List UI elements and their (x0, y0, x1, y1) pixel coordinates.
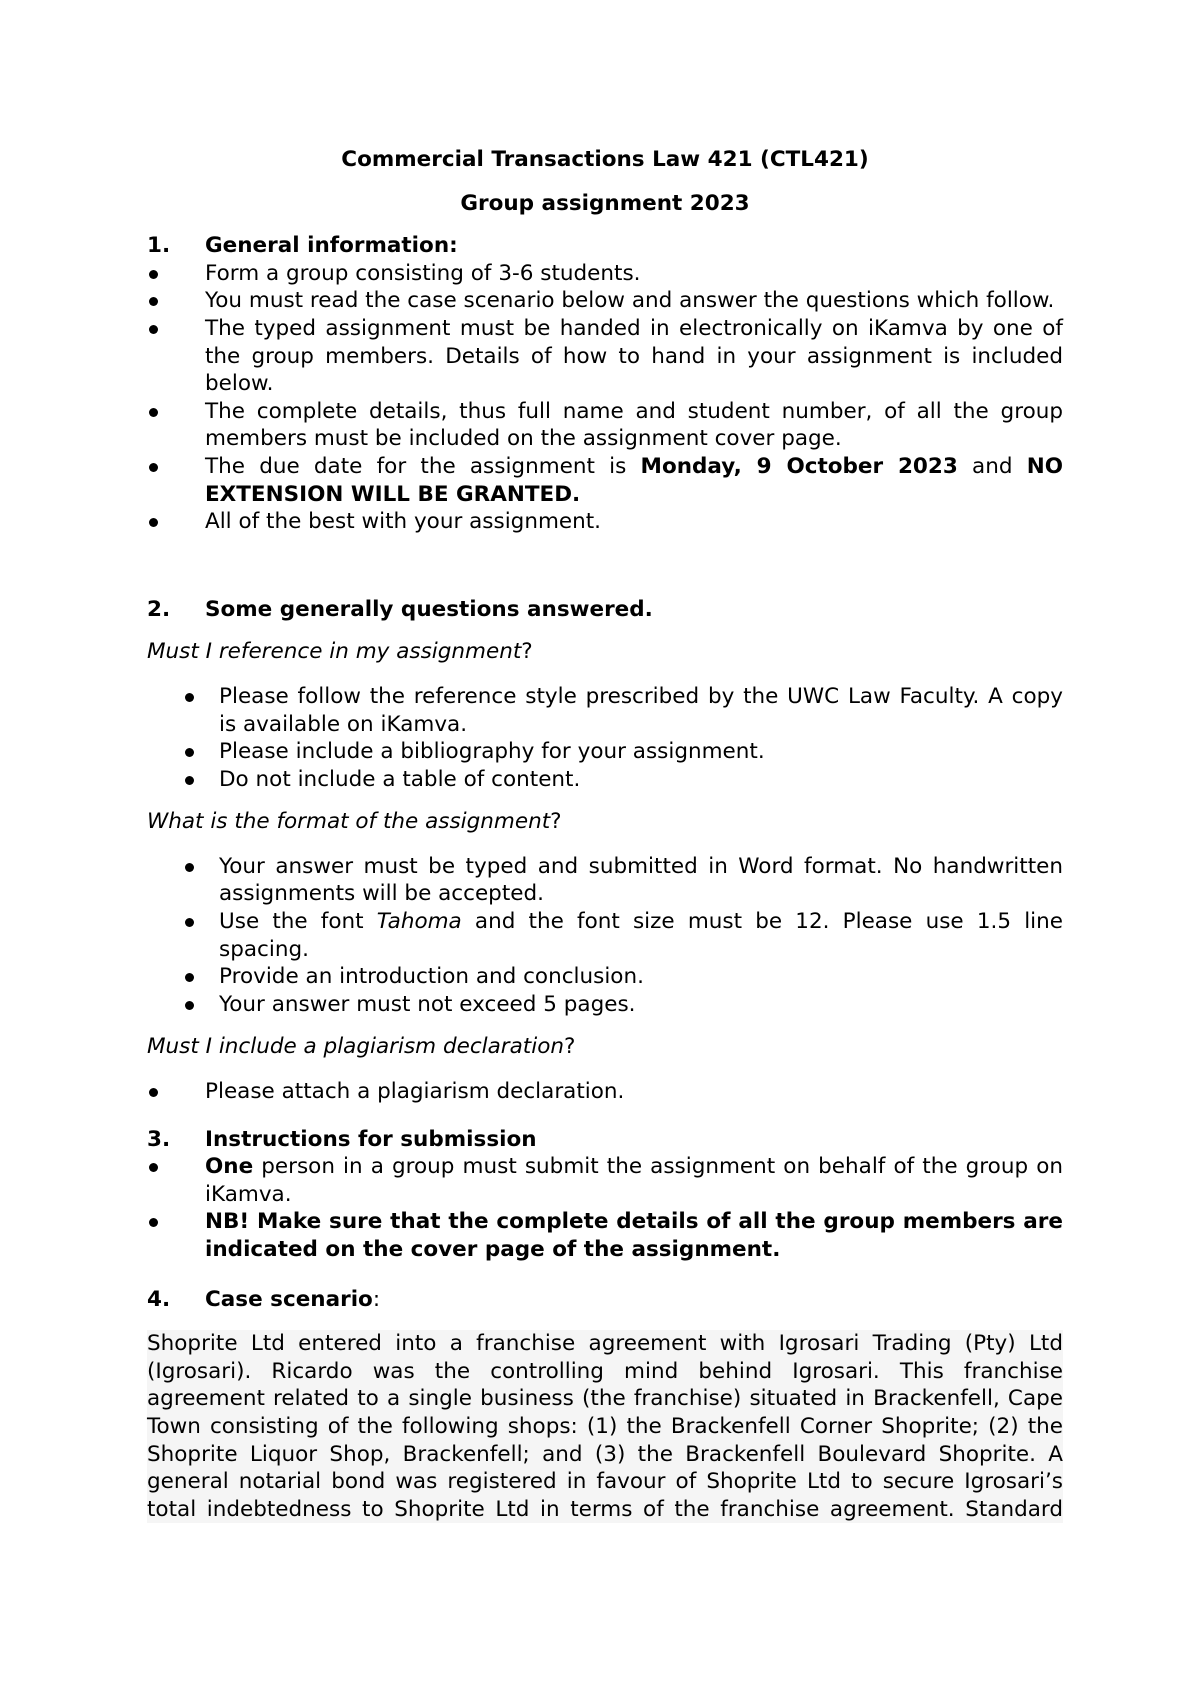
plagiarism-list (147, 1078, 1063, 1106)
section-3-title: Instructions for submission (205, 1126, 537, 1152)
list-item: Please include a bibliography for your assignment. (147, 738, 1063, 766)
question-reference: Must I reference in my assignment? (147, 639, 533, 665)
case-line: general notarial bond was registered in favour of Shoprite Ltd to secure Igrosari’s (147, 1469, 1063, 1495)
section-4-heading: 4. Case scenario: (147, 1286, 381, 1312)
bullet-icon (149, 1163, 158, 1172)
section-3-number: 3. (147, 1126, 171, 1152)
bullet-icon (149, 1218, 158, 1227)
bullet-icon (149, 297, 158, 306)
case-line: Shoprite Ltd entered into a franchise agreement with Igrosari Trading (Pty) Ltd (147, 1331, 1063, 1357)
bullet-icon (185, 748, 194, 757)
question-format: What is the format of the assignment? (147, 809, 562, 835)
list-item: The typed assignment must be handed in electronically on iKamva by one of the group members. Details of how to hand in your assignment is included below. (147, 315, 1063, 398)
due-date-prefix: The due date for the assignment is (205, 453, 627, 479)
document-subtitle: Group assignment 2023 (460, 190, 750, 216)
case-line: Town consisting of the following shops: (1) the Brackenfell Corner Shoprite; (2) the (147, 1413, 1063, 1439)
nb-notice: NB! Make sure that the complete details of all the group members are indicated on the cover page of the assignment. (147, 1208, 1063, 1263)
list-item: Please attach a plagiarism declaration. (147, 1078, 1063, 1106)
due-date-and: and (972, 453, 1013, 479)
list-item: Form a group consisting of 3-6 students. (147, 260, 1063, 288)
no-extension-notice: NO EXTENSION WILL BE GRANTED. (205, 453, 1063, 507)
section-3-heading (147, 1126, 1063, 1154)
section-2-title: Some generally questions answered. (205, 596, 653, 622)
document-content (147, 146, 1063, 1523)
format-list (147, 853, 1063, 1019)
list-item: The complete details, thus full name and student number, of all the group members must be included on the assignment cover page. (147, 398, 1063, 453)
section-4-number: 4. (147, 1286, 171, 1312)
section-4-title: Case scenario (205, 1286, 373, 1312)
one-person-emphasis: One (205, 1154, 254, 1180)
list-item: One person in a group must submit the assignment on behalf of the group on iKamva. (147, 1153, 1063, 1208)
bullet-icon (149, 518, 158, 527)
due-date: Monday, 9 October 2023 (640, 453, 958, 479)
list-item: Your answer must be typed and submitted in Word format. No handwritten assignments will be accepted. (147, 853, 1063, 908)
case-scenario-text (147, 1330, 1063, 1523)
bullet-icon (149, 325, 158, 334)
bullet-icon (185, 776, 194, 785)
bullet-icon (149, 408, 158, 417)
bullet-icon (185, 693, 194, 702)
case-line: Shoprite Liquor Shop, Brackenfell; and (3) the Brackenfell Boulevard Shoprite. A (147, 1441, 1063, 1467)
list-item: All of the best with your assignment. (147, 508, 1063, 536)
bullet-icon (185, 1001, 194, 1010)
document-title: Commercial Transactions Law 421 (CTL421) (341, 147, 869, 172)
question-plagiarism: Must I include a plagiarism declaration? (147, 1034, 576, 1060)
bullet-icon (185, 918, 194, 927)
bullet-icon (149, 1088, 158, 1097)
bullet-icon (149, 270, 158, 279)
bullet-icon (185, 973, 194, 982)
section-1-title: General information: (205, 233, 458, 259)
bullet-icon (149, 463, 158, 472)
case-line: total indebtedness to Shoprite Ltd in terms of the franchise agreement. Standard (147, 1496, 1063, 1522)
list-item: Please follow the reference style prescribed by the UWC Law Faculty. A copy is available on iKamva. (147, 683, 1063, 738)
font-item: Use the font Tahoma and the font size must be 12. Please use 1.5 line spacing. (147, 908, 1063, 963)
case-line: (Igrosari). Ricardo was the controlling mind behind Igrosari. This franchise (147, 1358, 1063, 1384)
reference-list (147, 683, 1063, 793)
bullet-icon (185, 863, 194, 872)
font-name: Tahoma (376, 909, 462, 935)
case-line: agreement related to a single business (the franchise) situated in Brackenfell, Cape (147, 1386, 1063, 1412)
list-item: Your answer must not exceed 5 pages. (147, 991, 1063, 1019)
list-item: Provide an introduction and conclusion. (147, 963, 1063, 991)
list-item: You must read the case scenario below and answer the questions which follow. (147, 287, 1063, 315)
section-2-heading (147, 596, 1063, 624)
section-1-heading (147, 232, 1063, 260)
general-info-list (147, 260, 1063, 536)
section-2-number: 2. (147, 596, 171, 622)
due-date-item (147, 453, 1063, 508)
submission-list (147, 1153, 1063, 1263)
section-1-number: 1. (147, 233, 171, 259)
list-item: Do not include a table of content. (147, 766, 1063, 794)
